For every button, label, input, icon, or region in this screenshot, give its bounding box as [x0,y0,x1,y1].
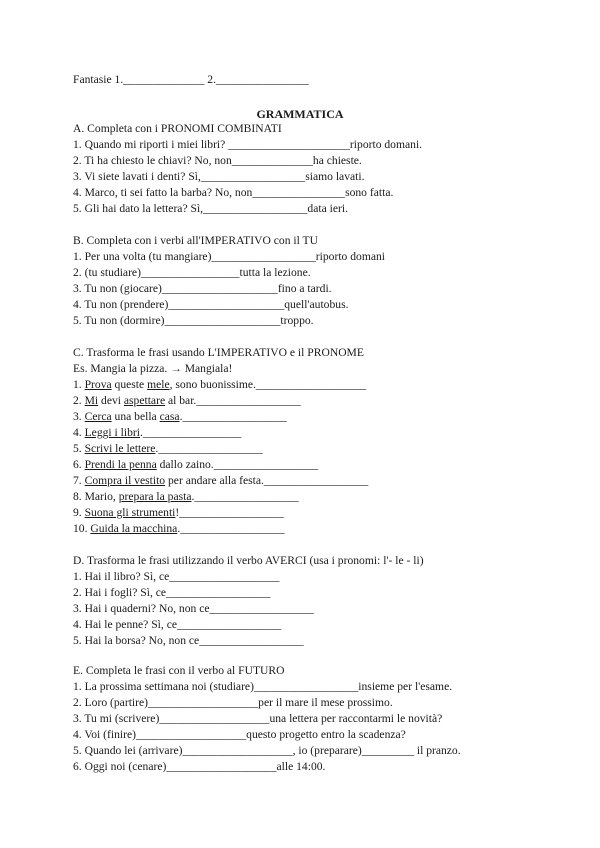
section-e-item: 3. Tu mi (scrivere)___________________una lettera per raccontarmi le novità? [73,712,443,725]
section-a-item: 2. Ti ha chiesto le chiavi? No, non______________ha chieste. [73,154,362,167]
page-title: GRAMMATICA [256,107,344,121]
section-a-item: 5. Gli hai dato la lettera? Sì,__________________data ieri. [73,202,348,215]
section-b-heading: B. Completa con i verbi all'IMPERATIVO con il TU [73,234,318,247]
section-c-heading: C. Trasforma le frasi usando L'IMPERATIVO e il PRONOME [73,346,364,359]
section-c-item: 4. Leggi i libri._________________ [73,426,242,439]
section-c-item: 6. Prendi la penna dallo zaino.__________________ [73,458,319,471]
section-d-heading: D. Trasforma le frasi utilizzando il verbo AVERCI (usa i pronomi: l'- le - li) [73,554,424,567]
section-c-item: 5. Scrivi le lettere.__________________ [73,442,263,455]
section-d-item: 5. Hai la borsa? No, non ce__________________ [73,634,304,647]
section-e-item: 1. La prossima settimana noi (studiare)__________________insieme per l'esame. [73,680,453,693]
section-c-item: 8. Mario, prepara la pasta.__________________ [73,490,299,503]
section-e-item: 6. Oggi noi (cenare)___________________alle 14:00. [73,760,326,773]
section-e-heading: E. Completa le frasi con il verbo al FUTURO [73,664,285,677]
section-d-item: 2. Hai i fogli? Sì, ce__________________ [73,586,271,599]
header-fantasie: Fantasie 1.______________ 2.________________ [73,73,309,86]
section-d-item: 3. Hai i quaderni? No, non ce__________________ [73,602,314,615]
section-e-item: 4. Voi (finire)___________________questo progetto entro la scadenza? [73,728,406,741]
section-d-item: 1. Hai il libro? Sì, ce___________________ [73,570,280,583]
section-b-item: 5. Tu non (dormire)____________________troppo. [73,314,314,327]
section-a-item: 3. Vi siete lavati i denti? Sì,__________________siamo lavati. [73,170,365,183]
section-d-item: 4. Hai le penne? Sì, ce__________________ [73,618,282,631]
section-c-item: 10. Guida la macchina.__________________ [73,522,285,535]
section-c-example: Es. Mangia la pizza. → Mangiala! [73,362,233,375]
section-b-item: 1. Per una volta (tu mangiare)__________________riporto domani [73,250,386,263]
section-c-item: 3. Cerca una bella casa.__________________ [73,410,287,423]
section-c-item: 9. Suona gli strumenti!__________________ [73,506,284,519]
section-e-item: 5. Quando lei (arrivare)___________________, io (preparare)_________ il pranzo. [73,744,461,757]
section-a-heading: A. Completa con i PRONOMI COMBINATI [73,122,282,135]
section-b-item: 4. Tu non (prendere)____________________quell'autobus. [73,298,349,311]
section-b-item: 3. Tu non (giocare)____________________fino a tardi. [73,282,332,295]
section-c-item: 2. Mi devi aspettare al bar.__________________ [73,394,301,407]
section-a-item: 4. Marco, ti sei fatto la barba? No, non________________sono fatta. [73,186,394,199]
section-e-item: 2. Loro (partire)___________________per il mare il mese prossimo. [73,696,393,709]
section-b-item: 2. (tu studiare)_________________tutta la lezione. [73,266,311,279]
section-c-item: 1. Prova queste mele, sono buonissime.___________________ [73,378,367,391]
section-a-item: 1. Quando mi riporti i miei libri? _____________________riporto domani. [73,138,423,151]
section-c-item: 7. Compra il vestito per andare alla festa.__________________ [73,474,369,487]
